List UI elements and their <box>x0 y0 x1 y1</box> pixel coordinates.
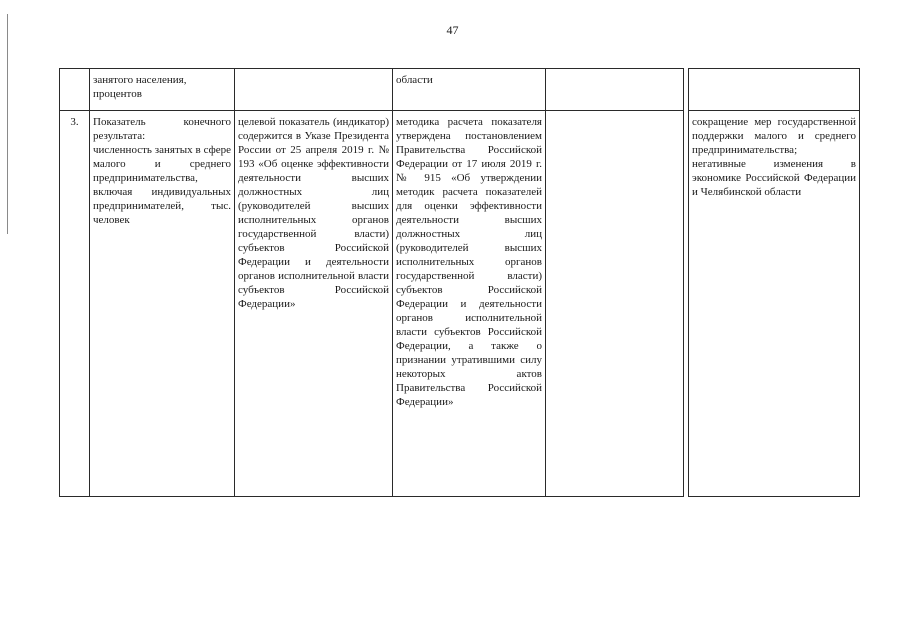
page-number: 47 <box>446 23 459 37</box>
table-row-3 <box>60 111 860 497</box>
method-text: области <box>396 74 433 86</box>
indicators-table <box>59 68 860 497</box>
cell-source <box>235 111 393 497</box>
indicator-text: Показатель конечного результата: численность занятых в сфере малого и среднего предпринимательства, включая индивидуальных предпринимателей, тыс. человек <box>93 116 231 226</box>
cell-risks <box>689 69 860 111</box>
cell-empty <box>546 69 684 111</box>
cell-risks <box>689 111 860 497</box>
cell-empty <box>546 111 684 497</box>
method-text: методика расчета показателя утверждена постановлением Правительства Российской Федерации от 17 июля 2019 г. № 915 «Об утверждении методик расчета показателей для оценки эффективности деятельности высших должностных лиц (руководителей высших исполнительных органов государственной власти) субъектов Российской Федерации и деятельности органов исполнительной власти субъектов Российской Федерации, а также о признании утратившими силу некоторых актов Правительства Российской Федерации» <box>396 116 542 408</box>
cell-indicator <box>90 69 235 111</box>
cell-source <box>235 69 393 111</box>
margin-rule <box>7 14 8 234</box>
risks-text: сокращение мер государственной поддержки малого и среднего предпринимательства; негативные изменения в экономике Российской Федерации и Челябинской области <box>692 116 856 198</box>
source-text: целевой показатель (индикатор) содержится в Указе Президента России от 25 апреля 2019 г. № 193 «Об оценке эффективности деятельности высших должностных лиц (руководителей высших исполнительных органов государственной власти) субъектов Российской Федерации и деятельности органов исполнительной власти субъектов Российской Федерации» <box>238 116 389 310</box>
table-row-continuation <box>60 69 860 111</box>
cell-indicator <box>90 111 235 497</box>
cell-number <box>60 69 90 111</box>
cell-method <box>393 111 546 497</box>
cell-method <box>393 69 546 111</box>
cell-number: 3. <box>60 111 90 497</box>
indicator-text: занятого населения, процентов <box>93 74 187 100</box>
